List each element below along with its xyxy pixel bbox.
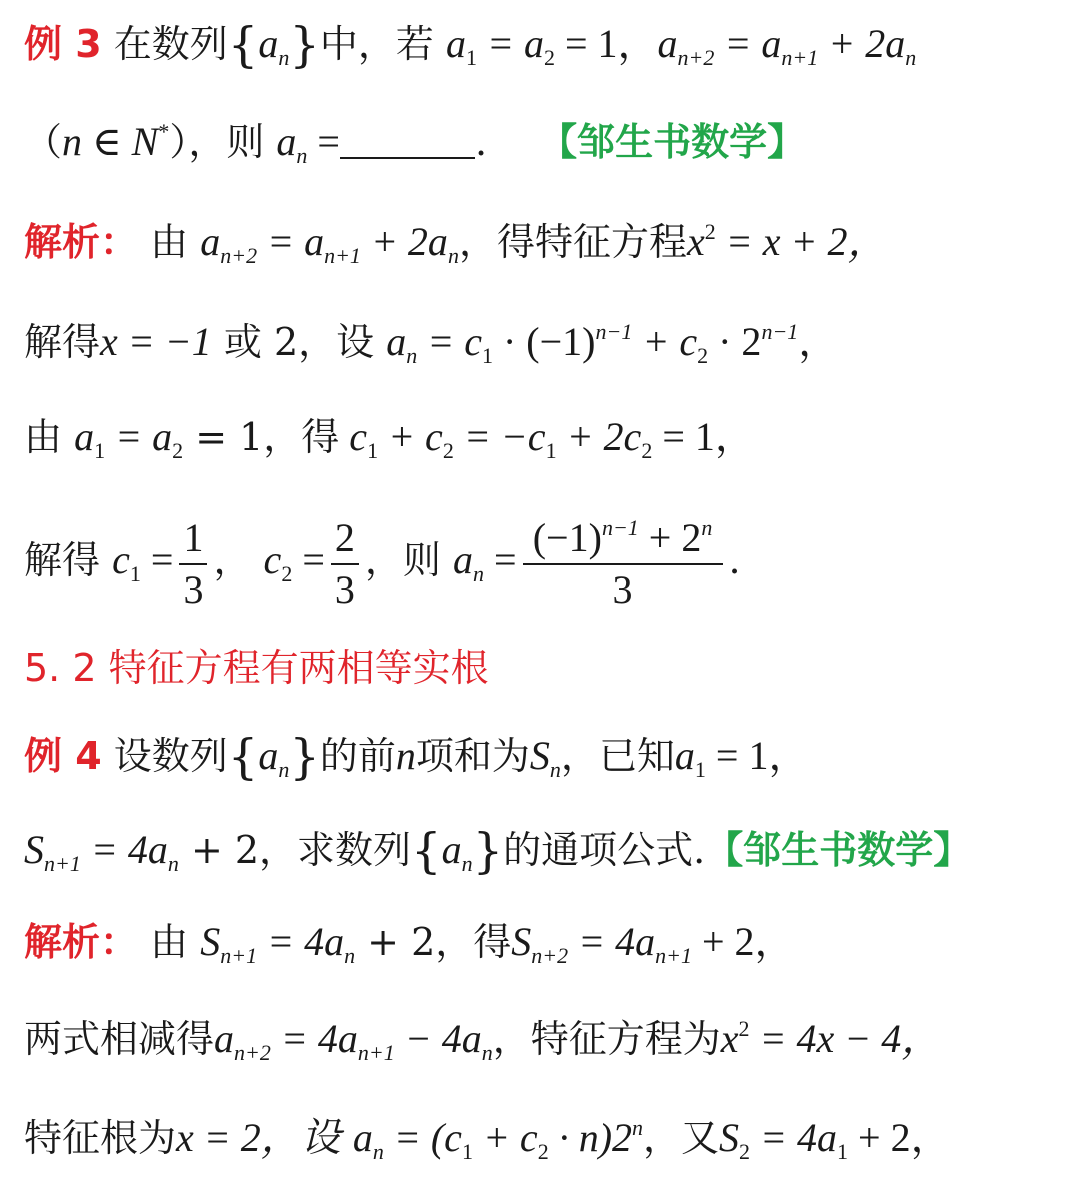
math-a1: $a_1 = 1$， — [674, 733, 809, 782]
text: + 2，求数列 — [178, 828, 412, 872]
math-recurrence: $a_{n+2} = a_{n+1} + 2a_n$ — [200, 219, 459, 268]
math-general-form: $a_n = c_1 \cdot (-1)^{n-1} + c_2 \cdot 2^{n-1}$， — [386, 319, 839, 368]
var: a — [258, 733, 279, 778]
solution-4-line-2 — [24, 1015, 1070, 1063]
fraction-two-thirds: $\frac{2}{3}$ — [331, 515, 359, 613]
brace-left: { — [411, 823, 442, 879]
brand-tag: 【邹生书数学】 — [705, 828, 972, 872]
math-an-result: $a_n$ = — [452, 537, 517, 586]
text: 解得 — [24, 320, 101, 364]
text: ，特征方程为 — [492, 1017, 721, 1061]
math-root: x = 2，设 — [176, 1115, 341, 1160]
var-n: n — [395, 733, 416, 778]
text: 中，若 — [319, 22, 434, 66]
solution-4-line-3 — [24, 1114, 1070, 1162]
text: 两式相减得 — [24, 1017, 215, 1061]
text: ，已知 — [560, 734, 675, 778]
math-characteristic-eq: $x^2 = 4x - 4$， — [720, 1016, 942, 1061]
text: 设数列 — [113, 734, 228, 778]
math-n-in-N: n ∈ N* — [62, 119, 170, 164]
math-Sn1: $S_{n+1} = 4a_n$ — [24, 827, 179, 876]
var: a — [258, 21, 279, 66]
var: a — [441, 827, 462, 872]
example-4-line-1: 例 4 设数列$\{a_n\}$的前n项和为$S_n$，已知$a_1 = 1$， — [24, 729, 809, 785]
text: ，又 — [643, 1116, 720, 1160]
text: 由 — [24, 415, 63, 459]
example-3-label: 例 3 — [24, 22, 102, 66]
brace-left: { — [227, 17, 259, 73]
text: 的通项公式. — [503, 828, 706, 872]
fraction-an: $\frac{(-1)^{n-1} + 2^n}{3}$ — [523, 515, 723, 613]
math-Sn: $S_n$ — [529, 733, 561, 782]
math-S2: $S_2 = 4a_1 + 2$， — [719, 1115, 951, 1164]
brand-tag: 【邹生书数学】 — [539, 120, 806, 164]
example-3-line-2 — [24, 118, 1070, 166]
math-initial-condition: $a_1 = a_2 = 1$，$a_{n+2} = a_{n+1} + 2a_n$ — [445, 21, 917, 70]
text: 由 — [150, 220, 189, 264]
section-heading: 5. 2 特征方程有两相等实根 — [24, 646, 489, 690]
text: 项和为 — [415, 734, 530, 778]
answer-blank — [340, 121, 475, 159]
math-c1: $c_1$ = — [112, 537, 174, 586]
text: 在数列 — [113, 22, 228, 66]
text: 的前 — [319, 734, 396, 778]
text: ，则 — [364, 538, 441, 582]
period: . — [474, 120, 488, 164]
solution-3-line-4 — [24, 510, 1070, 613]
text: 特征根为 — [24, 1116, 177, 1160]
example-3-line-1 — [24, 17, 1070, 73]
math-root: x = −1 — [100, 319, 212, 364]
math-constants: $a_1 = a_2 = 1$，得 $c_1 + c_2 = -c_1 + 2c_2 = 1$， — [74, 414, 755, 463]
text: ， — [213, 538, 252, 582]
text: 或 2，设 — [223, 320, 375, 364]
brace-left: { — [227, 729, 259, 785]
solution-3-line-1 — [24, 218, 1070, 266]
example-4-label: 例 4 — [24, 734, 102, 778]
text: ，得特征方程 — [458, 220, 687, 264]
period: . — [728, 538, 741, 582]
example-4-line-2: $S_{n+1} = 4a_n + 2$，求数列$\{a_n\}$的通项公式.【邹生书数学】 — [24, 823, 972, 879]
text: ），则 — [169, 120, 265, 164]
text: （ — [24, 120, 63, 164]
solution-label: 解析： — [24, 920, 139, 964]
text: 解得 — [24, 538, 101, 582]
solution-3-line-3 — [24, 413, 1070, 461]
text: 由 — [150, 920, 189, 964]
math-characteristic-eq: $x^2 = x + 2$， — [686, 219, 888, 264]
math-recurrence: $a_{n+2} = 4a_{n+1} - 4a_n$ — [214, 1016, 493, 1065]
math-sums: $S_{n+1} = 4a_n + 2$，得$S_{n+2} = 4a_{n+1} + 2$， — [200, 919, 795, 968]
math-general-form: $a_n = (c_1 + c_2 \cdot n)2^n$ — [352, 1115, 644, 1164]
solution-3-line-2 — [24, 318, 1070, 366]
brace-right: } — [472, 823, 504, 879]
fraction-one-third: $\frac{1}{3}$ — [179, 515, 207, 613]
solution-label: 解析： — [24, 220, 139, 264]
brace-right: } — [289, 17, 320, 73]
subscript: n — [278, 45, 290, 70]
math-an: $a_n$ = — [276, 119, 340, 168]
math-c2: $c_2$ = — [263, 537, 325, 586]
brace-right: } — [289, 729, 320, 785]
solution-4-line-1 — [24, 918, 1070, 966]
